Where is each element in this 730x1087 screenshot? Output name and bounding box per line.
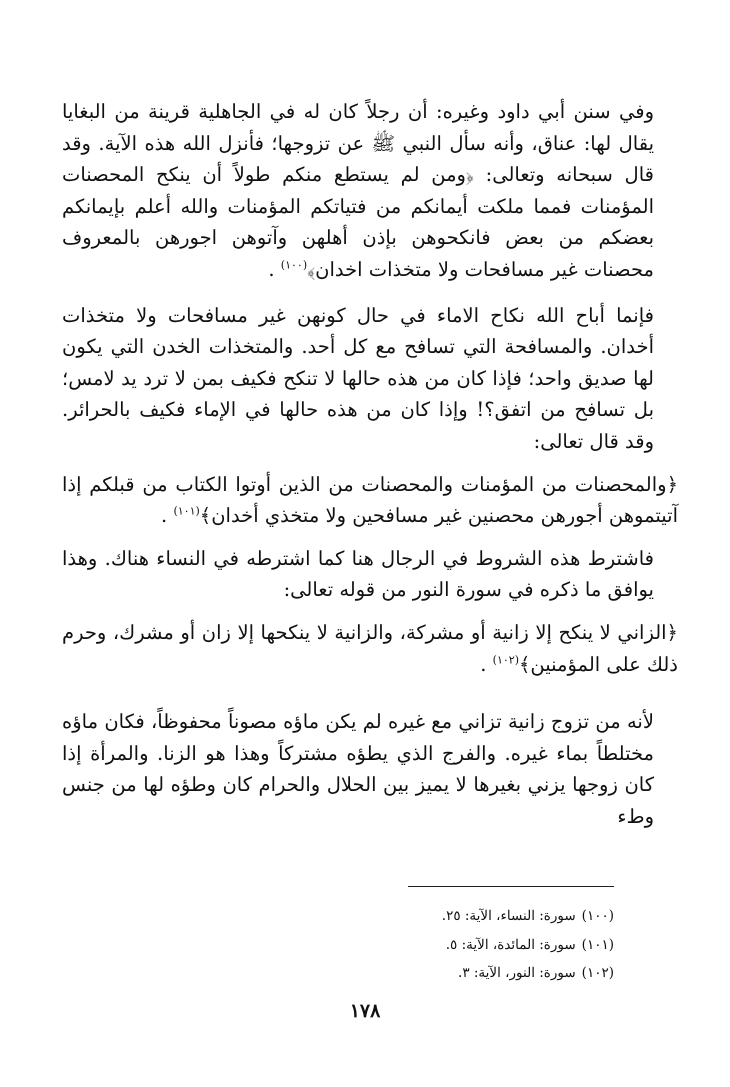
- paragraph: [62, 543, 678, 606]
- paragraph-text: فاشترط هذه الشروط في الرجال هنا كما اشترطه في النساء هناك. وهذا يوافق ما ذكره في سورة النور من قوله تعالى:: [62, 546, 654, 602]
- page-body: [62, 96, 678, 832]
- footnotes: [314, 902, 614, 988]
- quran-quote: ﴿والمحصنات من المؤمنات والمحصنات من الذين أوتوا الكتاب من قبلكم إذا آتيتموهن أجورهن محصنين غير مسافحين ولا متخذي أخدان﴾$^{(١٠١)}$ .: [62, 472, 678, 528]
- quote-text: ﴿الزاني لا ينكح إلا زانية أو مشركة، والزانية لا ينكحها إلا زان أو مشرك، وحرم ذلك على المؤمنين﴾: [62, 620, 678, 676]
- footnote-divider: [408, 886, 614, 887]
- footnote-number: (١٠١): [581, 936, 614, 953]
- paragraph-text: لأنه من تزوج زانية تزاني مع غيره لم يكن ماؤه مصوناً محفوظاً، فكان ماؤه مختلطاً بماء غيره. والفرج الذي يطؤه مشتركاً وهذا هو الزنا. والمرأة إذا كان زوجها يزني بغيرها لا يميز بين الحلال والحرام كان وطؤه لها من جنس وطء: [62, 710, 654, 828]
- footnote-item: [314, 931, 614, 960]
- footnote-text: سورة: النساء، الآية: ٢٥.: [441, 908, 576, 924]
- footnote-number: (١٠٠): [581, 908, 614, 924]
- footnote-ref[interactable]: (١٠١): [173, 504, 200, 518]
- paragraph-text: فإنما أباح الله نكاح الاماء في حال كونهن غير مسافحات ولا متخذات أخدان. والمسافحة التي تسافح مع كل أحد. والمتخذات الخدن التي يكون لها صديق واحد؛ فإذا كان من هذه حالها لا تنكح فكيف بمن لا ترد يد لامس؛ بل تسافح من اتفق؟! وإذا كان من هذه حالها في الإماء فكيف بالحرائر. وقد قال تعالى:: [62, 303, 654, 453]
- paragraph: وفي سنن أبي داود وغيره: أن رجلاً كان له في الجاهلية قرينة من البغايا يقال لها: عناق، وأنه سأل النبي ﷺ عن تزوجها؛ فأنزل الله هذه الآية. وقد قال سبحانه وتعالى: ﴿ومن لم يستطع منكم طولاً أن ينكح المحصنات المؤمنات فمما ملكت أيمانكم من فتياتكم المؤمنات والله أعلم بإيمانكم بعضكم من بعض فانكحوهن بإذن أهلهن وآتوهن اجورهن بالمعروف محصنات غير مسافحات ولا متخذات اخدان﴾$^{(١٠٠)}$ .: [62, 100, 654, 281]
- footnote-ref[interactable]: (١٠٠): [280, 258, 308, 272]
- footnote-item: [314, 902, 614, 931]
- footnote-number: (١٠٢): [581, 965, 614, 981]
- quote-text: ﴿والمحصنات من المؤمنات والمحصنات من الذين أوتوا الكتاب من قبلكم إذا آتيتموهن أجورهن محصنين غير مسافحين ولا متخذي أخدان﴾: [62, 472, 678, 528]
- page-number: ١٧٨: [349, 1000, 381, 1022]
- paragraph-text: وفي سنن أبي داود وغيره: أن رجلاً كان له في الجاهلية قرينة من البغايا يقال لها: عناق، وأنه سأل النبي ﷺ عن تزوجها؛ فأنزل الله هذه الآية. وقد قال سبحانه وتعالى: ﴿ومن لم يستطع منكم طولاً أن ينكح المحصنات المؤمنات فمما ملكت أيمانكم من فتياتكم المؤمنات والله أعلم بإيمانكم بعضكم من بعض فانكحوهن بإذن أهلهن وآتوهن اجورهن بالمعروف محصنات غير مسافحات ولا متخذات اخدان﴾: [62, 100, 654, 281]
- quran-quote: ﴿الزاني لا ينكح إلا زانية أو مشركة، والزانية لا ينكحها إلا زان أو مشرك، وحرم ذلك على المؤمنين﴾$^{(١٠٢)}$ .: [62, 620, 678, 676]
- paragraph: [62, 706, 678, 832]
- footnote-text: سورة: النور، الآية: ٣.: [458, 965, 576, 981]
- footnote-text: سورة: المائدة، الآية: ٥.: [445, 936, 576, 953]
- footnote-item: [314, 959, 614, 988]
- footnote-ref[interactable]: (١٠٢): [492, 653, 519, 666]
- paragraph: [62, 300, 678, 458]
